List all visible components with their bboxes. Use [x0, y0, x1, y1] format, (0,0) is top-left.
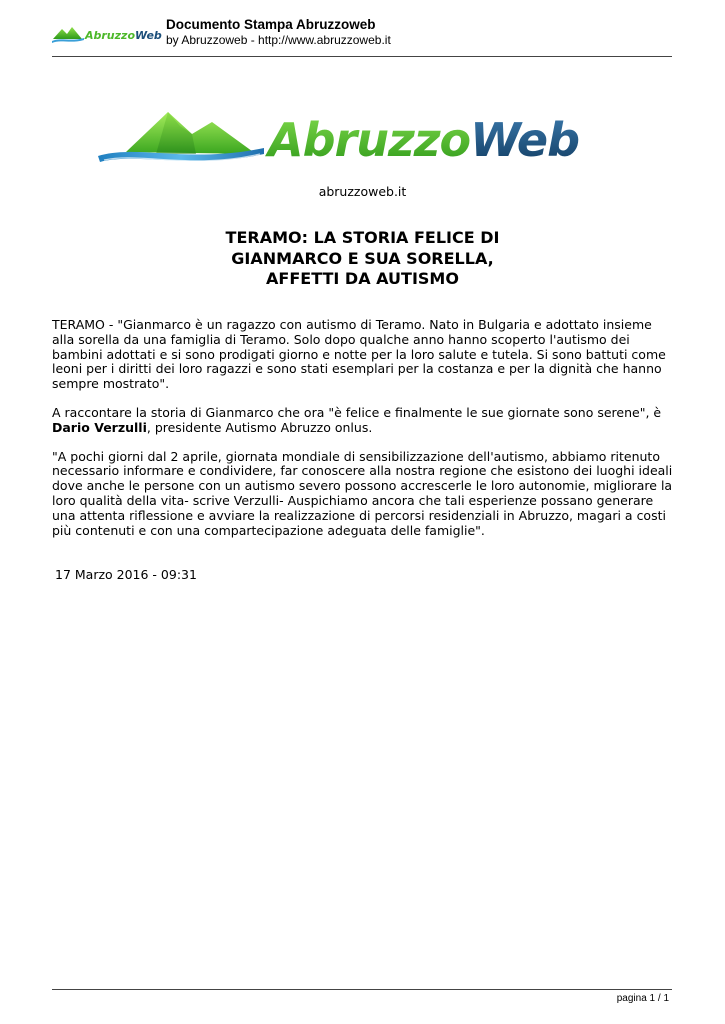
page-number: pagina 1 / 1: [616, 993, 669, 1004]
author-name: Dario Verzulli: [52, 419, 147, 435]
article-body: [52, 318, 674, 552]
svg-text:AbruzzoWeb: AbruzzoWeb: [85, 29, 162, 42]
article-title-line: AFFETTI DA AUTISMO: [266, 269, 459, 288]
abruzzoweb-small-logo: [52, 22, 162, 46]
paragraph-text: A raccontare la storia di Gianmarco che ora "è felice e finalmente le sue giornate sono serene", è: [52, 404, 662, 420]
article-paragraph: [52, 406, 674, 436]
article-title-line: GIANMARCO E SUA SORELLA,: [231, 248, 494, 268]
article-paragraph: "A pochi giorni dal 2 aprile, giornata mondiale di sensibilizzazione dell'autismo, abbiamo ritenuto necessario informare e condividere, far conoscere alla nostra regione che esistono dei luoghi ideali dove anche le persone con un autismo severo possono accrescerle le loro autonomie, migliorare la loro qualità della vita- scrive Verzulli- Auspichiamo ancora che tali esperienze possano generare una attenta riflessione e avviare la realizzazione di percorsi residenziali in Abruzzo, magari a costi più contenuti e con una compartecipazione adeguata delle famiglie".: [52, 448, 673, 538]
document-source: by Abruzzoweb - http://www.abruzzoweb.it: [166, 33, 391, 47]
abruzzoweb-logo: [96, 104, 606, 176]
site-name: abruzzoweb.it: [318, 184, 407, 199]
article-paragraph: TERAMO - "Gianmarco è un ragazzo con autismo di Teramo. Nato in Bulgaria e adottato insieme alla sorella da una famiglia di Teramo. Solo dopo qualche anno hanno scoperto l'autismo dei bambini adottati e si sono prodigati giorno e notte per la loro salute e tutela. Si sono battuti come leoni per i diritti dei loro ragazzi e sono stati esemplari per la costanza e per la dignità che hanno sempre mostrato".: [52, 317, 666, 392]
article-date: 17 Marzo 2016 - 09:31: [55, 567, 197, 582]
article-title: [160, 228, 565, 290]
page-header: [52, 14, 672, 57]
document-title: Documento Stampa Abruzzoweb: [166, 17, 376, 32]
paragraph-text: , presidente Autismo Abruzzo onlus.: [146, 419, 373, 435]
svg-text:AbruzzoWeb: AbruzzoWeb: [268, 113, 580, 167]
footer-divider: [52, 989, 672, 990]
article-title-line: TERAMO: LA STORIA FELICE DI: [225, 228, 500, 247]
